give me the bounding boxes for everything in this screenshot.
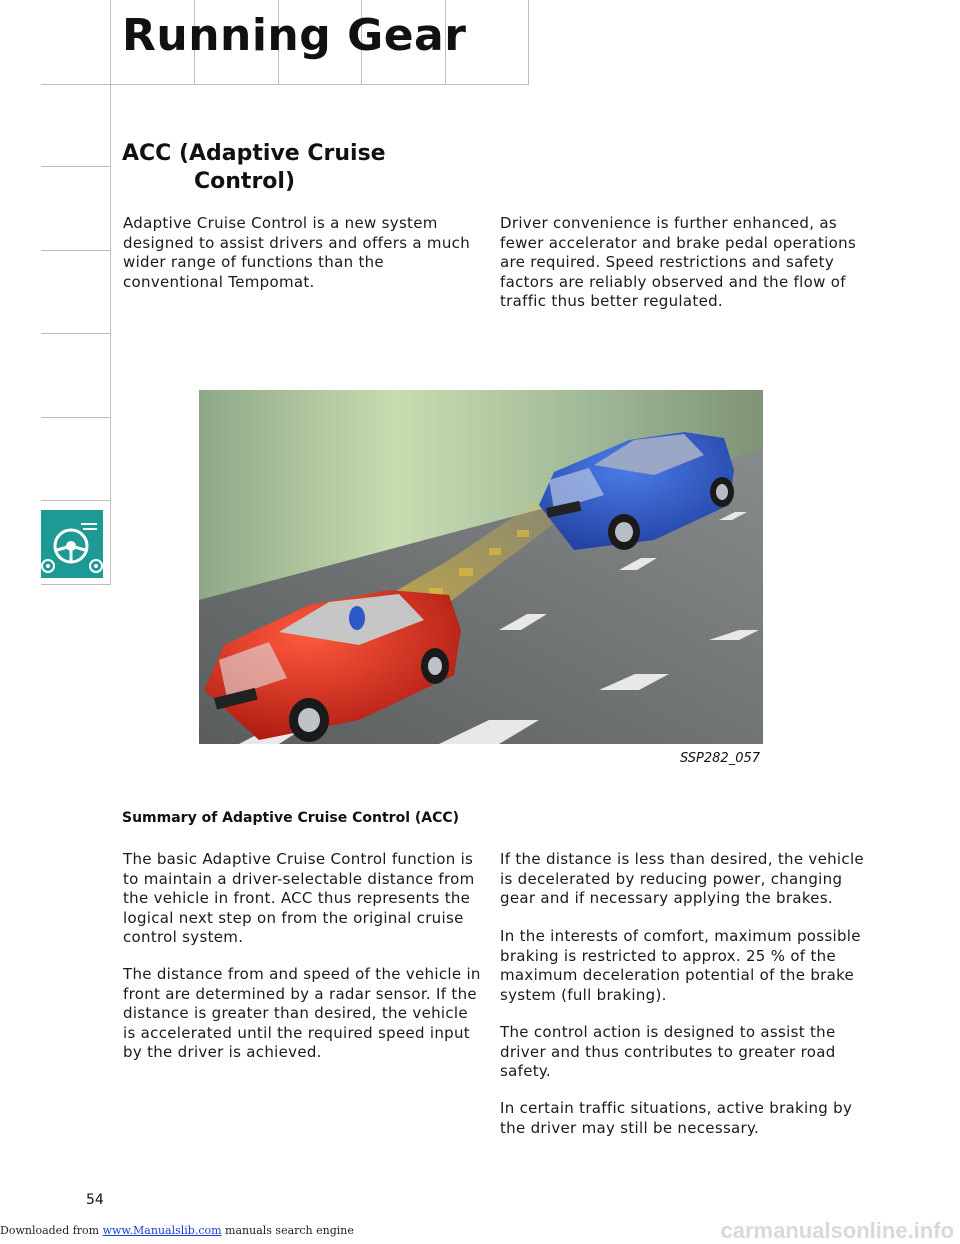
margin-tab-divider: [41, 417, 111, 418]
figure-caption: SSP282_057: [680, 751, 761, 766]
section-title-line1: ACC (Adaptive Cruise: [122, 141, 386, 166]
download-footer: [0, 1224, 354, 1237]
page-number: 54: [86, 1192, 104, 1208]
margin-tab-divider: [41, 166, 111, 167]
footer-suffix: manuals search engine: [221, 1224, 354, 1237]
summary-right-paragraph-3: The control action is designed to assist the driver and thus contributes to greater road safety.: [500, 1023, 836, 1080]
section-title-line2: Control): [194, 169, 295, 194]
section-title: [122, 140, 386, 196]
summary-left-paragraph-2: The distance from and speed of the vehicle in front are determined by a radar sensor. If the distance is greater than desired, the vehicle is accelerated until the required speed input by the driver is achieved.: [123, 965, 481, 1061]
summary-right-paragraph-2: In the interests of comfort, maximum possible braking is restricted to approx. 25 % of the maximum deceleration potential of the brake system (full braking).: [500, 927, 861, 1004]
margin-tab-divider: [41, 584, 111, 585]
summary-left-paragraph-1: The basic Adaptive Cruise Control function is to maintain a driver-selectable distance from the vehicle in front. ACC thus represents the logical next step on from the original cruise control system.: [123, 850, 475, 946]
header-grid-line: [528, 0, 529, 84]
footer-prefix: Downloaded from: [0, 1224, 103, 1237]
summary-right-paragraph-1: If the distance is less than desired, the vehicle is decelerated by reducing power, changing gear and if necessary applying the brakes.: [500, 850, 864, 907]
header-grid-line: [110, 0, 111, 84]
steering-wheel-icon: [41, 510, 103, 578]
manualslib-link[interactable]: www.Manualslib.com: [102, 1224, 222, 1237]
margin-tab-divider: [41, 250, 111, 251]
intro-left-paragraph: Adaptive Cruise Control is a new system designed to assist drivers and offers a much wider range of functions than the conventional Tempomat.: [123, 214, 471, 291]
margin-rule: [110, 84, 111, 584]
page-title: Running Gear: [122, 10, 467, 61]
watermark: carmanualsonline.info: [720, 1218, 954, 1243]
margin-tab-divider: [41, 333, 111, 334]
margin-tab-divider: [41, 500, 111, 501]
header-grid-line: [41, 84, 529, 85]
intro-right-paragraph: Driver convenience is further enhanced, as fewer accelerator and brake pedal operations are required. Speed restrictions and safety factors are reliably observed and the flow of traffic thus better regulated.: [500, 214, 857, 310]
summary-heading: Summary of Adaptive Cruise Control (ACC): [122, 810, 460, 826]
summary-right-paragraph-4: In certain traffic situations, active braking by the driver may still be necessary.: [500, 1099, 853, 1137]
acc-illustration: [199, 390, 763, 744]
